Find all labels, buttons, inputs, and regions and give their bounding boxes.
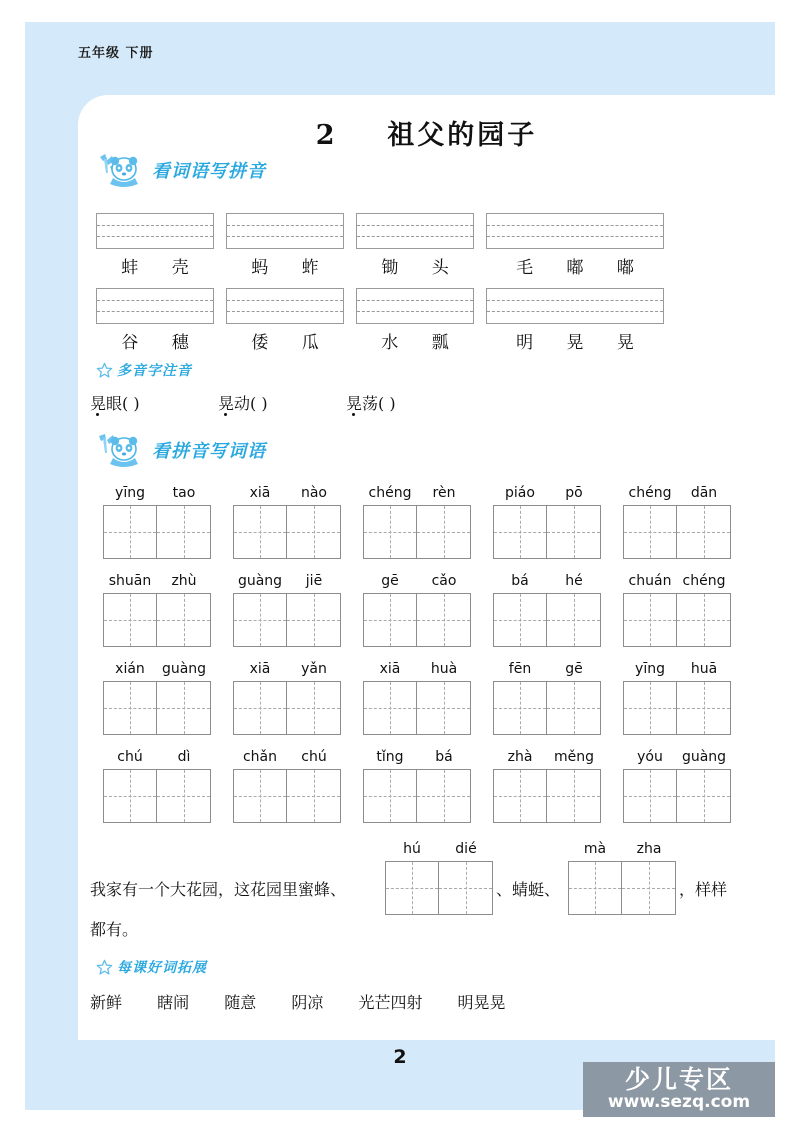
tianzige-cell[interactable] (493, 681, 547, 735)
pinyin-syllable: hú (403, 841, 421, 857)
pinyin-syllable: zhù (171, 573, 197, 589)
pinyin-syllable: yóu (637, 749, 663, 765)
pinyin-box[interactable] (96, 213, 214, 249)
pinyin-syllable: chuán (628, 573, 672, 589)
tianzige-cell[interactable] (547, 769, 601, 823)
pinyin-box[interactable] (226, 288, 344, 324)
tianzige-cell[interactable] (233, 593, 287, 647)
worksheet-card (78, 95, 775, 1040)
tianzige-cell[interactable] (547, 505, 601, 559)
duoyinzi-word: 晃眼 (90, 394, 123, 413)
pinyin-syllable: gē (381, 573, 399, 589)
tone-dot (96, 413, 99, 416)
section-heading-2 (96, 360, 192, 380)
tianzige-pinyin (233, 573, 341, 589)
tianzige-pinyin (623, 661, 731, 677)
pinyin-syllable: huā (690, 661, 718, 677)
word-label: 倭 瓜 (251, 333, 333, 353)
sentence-part-1: 我家有一个大花园，这花园里蜜蜂、 (90, 880, 347, 899)
tianzige-cell[interactable] (677, 593, 731, 647)
tianzige-cell[interactable] (623, 505, 677, 559)
pinyin-syllable: chú (301, 749, 327, 765)
duoyinzi-bracket[interactable]: ( ) (122, 394, 140, 413)
tianzige-cell[interactable] (363, 769, 417, 823)
pinyin-syllable: yīng (115, 485, 145, 501)
tianzige-pinyin (103, 749, 211, 765)
word-label: 水 瓢 (381, 333, 463, 353)
tianzige-pinyin (493, 749, 601, 765)
extension-words (90, 990, 536, 1013)
section-heading-1-label: 看词语写拼音 (152, 161, 266, 182)
tianzige-cells[interactable] (233, 505, 341, 559)
pinyin-syllable: chú (117, 749, 143, 765)
tianzige-cell[interactable] (417, 505, 471, 559)
sentence-blank-cells[interactable] (568, 861, 676, 915)
pinyin-syllable: huà (430, 661, 458, 677)
sentence-blank-cells[interactable] (385, 861, 493, 915)
tianzige-cell[interactable] (568, 861, 622, 915)
tianzige-cell[interactable] (439, 861, 493, 915)
pinyin-syllable: měng (553, 749, 594, 765)
pinyin-syllable: nào (300, 485, 328, 501)
pinyin-syllable: chǎn (242, 749, 278, 765)
pinyin-syllable: bá (511, 573, 529, 589)
tianzige-pinyin (363, 573, 471, 589)
tianzige-cells[interactable] (493, 593, 601, 647)
section-heading-1 (96, 153, 266, 187)
pinyin-box[interactable] (96, 288, 214, 324)
tianzige-cell[interactable] (677, 505, 731, 559)
section-heading-3 (96, 433, 266, 467)
tone-dot (352, 413, 355, 416)
duoyinzi-word: 晃荡 (346, 394, 379, 413)
tianzige-cell[interactable] (623, 681, 677, 735)
tianzige-pinyin (233, 749, 341, 765)
sentence-part-4: 都有。 (90, 920, 139, 939)
tianzige-pinyin (233, 485, 341, 501)
tianzige-cells[interactable] (493, 505, 601, 559)
tianzige-cell[interactable] (103, 593, 157, 647)
pinyin-syllable: fēn (508, 661, 532, 677)
tianzige-cells[interactable] (623, 769, 731, 823)
pinyin-syllable: dì (177, 749, 191, 765)
duoyinzi-bracket[interactable]: ( ) (378, 394, 396, 413)
panda-bamboo-icon (96, 433, 148, 467)
tianzige-pinyin (623, 573, 731, 589)
pinyin-syllable: dān (690, 485, 718, 501)
tianzige-cells[interactable] (623, 681, 731, 735)
title-text: 祖父的园子 (387, 120, 538, 151)
section-heading-4-label: 每课好词拓展 (117, 960, 207, 976)
tianzige-cell[interactable] (157, 505, 211, 559)
extension-word: 阴凉 (291, 993, 324, 1012)
duoyinzi-row (90, 391, 710, 427)
tianzige-cells[interactable] (493, 681, 601, 735)
sentence-part-2: 、蜻蜓、 (496, 880, 561, 899)
pinyin-syllable: gē (565, 661, 583, 677)
tianzige-cell[interactable] (622, 861, 676, 915)
pinyin-syllable: pō (565, 485, 583, 501)
grade-label: 五年级 下册 (78, 46, 154, 61)
pinyin-syllable: piáo (505, 485, 535, 501)
site-watermark-badge (583, 1062, 775, 1117)
pinyin-syllable: tao (172, 485, 196, 501)
tianzige-cell[interactable] (493, 505, 547, 559)
sentence-blank-pinyin (568, 841, 676, 857)
word-label: 蚂 蚱 (251, 258, 333, 278)
pinyin-syllable: jiē (305, 573, 323, 589)
pinyin-box[interactable] (356, 288, 474, 324)
star-icon (96, 362, 113, 379)
tianzige-pinyin (493, 485, 601, 501)
pinyin-syllable: zha (636, 841, 662, 857)
tianzige-cells[interactable] (233, 593, 341, 647)
star-icon (96, 959, 113, 976)
tianzige-pinyin (623, 485, 731, 501)
tianzige-cell[interactable] (287, 769, 341, 823)
tianzige-cell[interactable] (287, 505, 341, 559)
tianzige-pinyin (363, 485, 471, 501)
tianzige-cell[interactable] (677, 681, 731, 735)
tianzige-cell[interactable] (157, 593, 211, 647)
section-heading-3-label: 看拼音写词语 (152, 441, 266, 462)
duoyinzi-item[interactable] (90, 391, 140, 414)
duoyinzi-item[interactable] (218, 391, 268, 414)
pinyin-box[interactable] (226, 213, 344, 249)
tianzige-pinyin (103, 485, 211, 501)
tianzige-cell[interactable] (157, 681, 211, 735)
pinyin-syllable: cǎo (431, 573, 457, 589)
pinyin-syllable: hé (565, 573, 583, 589)
tianzige-cell[interactable] (417, 769, 471, 823)
duoyinzi-word: 晃动 (218, 394, 251, 413)
pinyin-syllable: yǎn (301, 661, 327, 677)
tianzige-pinyin (233, 661, 341, 677)
badge-title: 少儿专区 (624, 1065, 733, 1095)
tianzige-cells[interactable] (233, 769, 341, 823)
tianzige-pinyin (493, 661, 601, 677)
tianzige-cell[interactable] (103, 769, 157, 823)
tianzige-cell[interactable] (233, 681, 287, 735)
pinyin-syllable: guàng (237, 573, 283, 589)
tianzige-cell[interactable] (547, 681, 601, 735)
tianzige-cells[interactable] (103, 769, 211, 823)
tianzige-cells[interactable] (363, 593, 471, 647)
tianzige-cell[interactable] (677, 769, 731, 823)
tianzige-pinyin (103, 573, 211, 589)
section-heading-2-label: 多音字注音 (117, 363, 192, 379)
word-label: 毛 嘟 嘟 (516, 258, 648, 278)
page-number: 2 (393, 1046, 407, 1068)
tianzige-cells[interactable] (363, 769, 471, 823)
extension-word: 瞎闹 (157, 993, 190, 1012)
tianzige-cell[interactable] (233, 505, 287, 559)
pinyin-box[interactable] (356, 213, 474, 249)
extension-word: 明晃晃 (457, 993, 506, 1012)
tianzige-cells[interactable] (233, 681, 341, 735)
tianzige-cells[interactable] (103, 593, 211, 647)
tone-dot (224, 413, 227, 416)
pinyin-syllable: xiā (379, 661, 401, 677)
tianzige-cell[interactable] (385, 861, 439, 915)
sentence-blank-pinyin (385, 841, 493, 857)
duoyinzi-item[interactable] (346, 391, 396, 414)
tianzige-pinyin (493, 573, 601, 589)
extension-word: 新鲜 (90, 993, 123, 1012)
pinyin-syllable: bá (435, 749, 453, 765)
pinyin-syllable: xiā (249, 485, 271, 501)
tianzige-cells[interactable] (493, 769, 601, 823)
extension-word: 随意 (224, 993, 257, 1012)
sentence-part-3: ，样样 (679, 880, 728, 899)
pinyin-syllable: xiā (249, 661, 271, 677)
tianzige-cell[interactable] (157, 769, 211, 823)
pinyin-syllable: rèn (432, 485, 456, 501)
tianzige-cell[interactable] (417, 681, 471, 735)
word-label: 谷 穗 (121, 333, 203, 353)
pinyin-syllable: chéng (682, 573, 726, 589)
tianzige-cell[interactable] (287, 593, 341, 647)
panda-bamboo-icon (96, 153, 148, 187)
tianzige-cell[interactable] (547, 593, 601, 647)
pinyin-syllable: guàng (161, 661, 207, 677)
tianzige-cell[interactable] (363, 505, 417, 559)
pinyin-syllable: mà (583, 841, 607, 857)
tianzige-cell[interactable] (103, 505, 157, 559)
tianzige-pinyin (103, 661, 211, 677)
tianzige-cells[interactable] (363, 681, 471, 735)
tianzige-cell[interactable] (363, 681, 417, 735)
tianzige-cell[interactable] (623, 593, 677, 647)
pinyin-syllable: tǐng (376, 749, 404, 765)
pinyin-box[interactable] (486, 213, 664, 249)
tianzige-cell[interactable] (493, 769, 547, 823)
tianzige-cell[interactable] (363, 593, 417, 647)
tianzige-cells[interactable] (623, 505, 731, 559)
pinyin-syllable: zhà (507, 749, 533, 765)
extension-word: 光芒四射 (358, 993, 423, 1012)
pinyin-syllable: guàng (681, 749, 727, 765)
pinyin-syllable: dié (455, 841, 477, 857)
duoyinzi-bracket[interactable]: ( ) (250, 394, 268, 413)
tianzige-pinyin (623, 749, 731, 765)
word-label: 蚌 壳 (121, 258, 203, 278)
title-number: 2 (315, 120, 338, 151)
tianzige-cell[interactable] (287, 681, 341, 735)
word-label: 明 晃 晃 (516, 333, 648, 353)
tianzige-cells[interactable] (103, 681, 211, 735)
tianzige-cell[interactable] (233, 769, 287, 823)
page-title (78, 113, 775, 152)
tianzige-cells[interactable] (363, 505, 471, 559)
tianzige-pinyin (363, 661, 471, 677)
tianzige-cell[interactable] (493, 593, 547, 647)
word-label: 锄 头 (381, 258, 463, 278)
tianzige-cells[interactable] (103, 505, 211, 559)
tianzige-cell[interactable] (417, 593, 471, 647)
tianzige-cell[interactable] (623, 769, 677, 823)
tianzige-cell[interactable] (103, 681, 157, 735)
pinyin-box[interactable] (486, 288, 664, 324)
pinyin-syllable: yīng (635, 661, 665, 677)
pinyin-syllable: chéng (628, 485, 672, 501)
pinyin-syllable: xián (115, 661, 145, 677)
section-heading-4 (96, 957, 207, 977)
pinyin-syllable: chéng (368, 485, 412, 501)
tianzige-pinyin (363, 749, 471, 765)
badge-url: www.sezq.com (607, 1092, 751, 1113)
tianzige-cells[interactable] (623, 593, 731, 647)
pinyin-syllable: shuān (108, 573, 152, 589)
